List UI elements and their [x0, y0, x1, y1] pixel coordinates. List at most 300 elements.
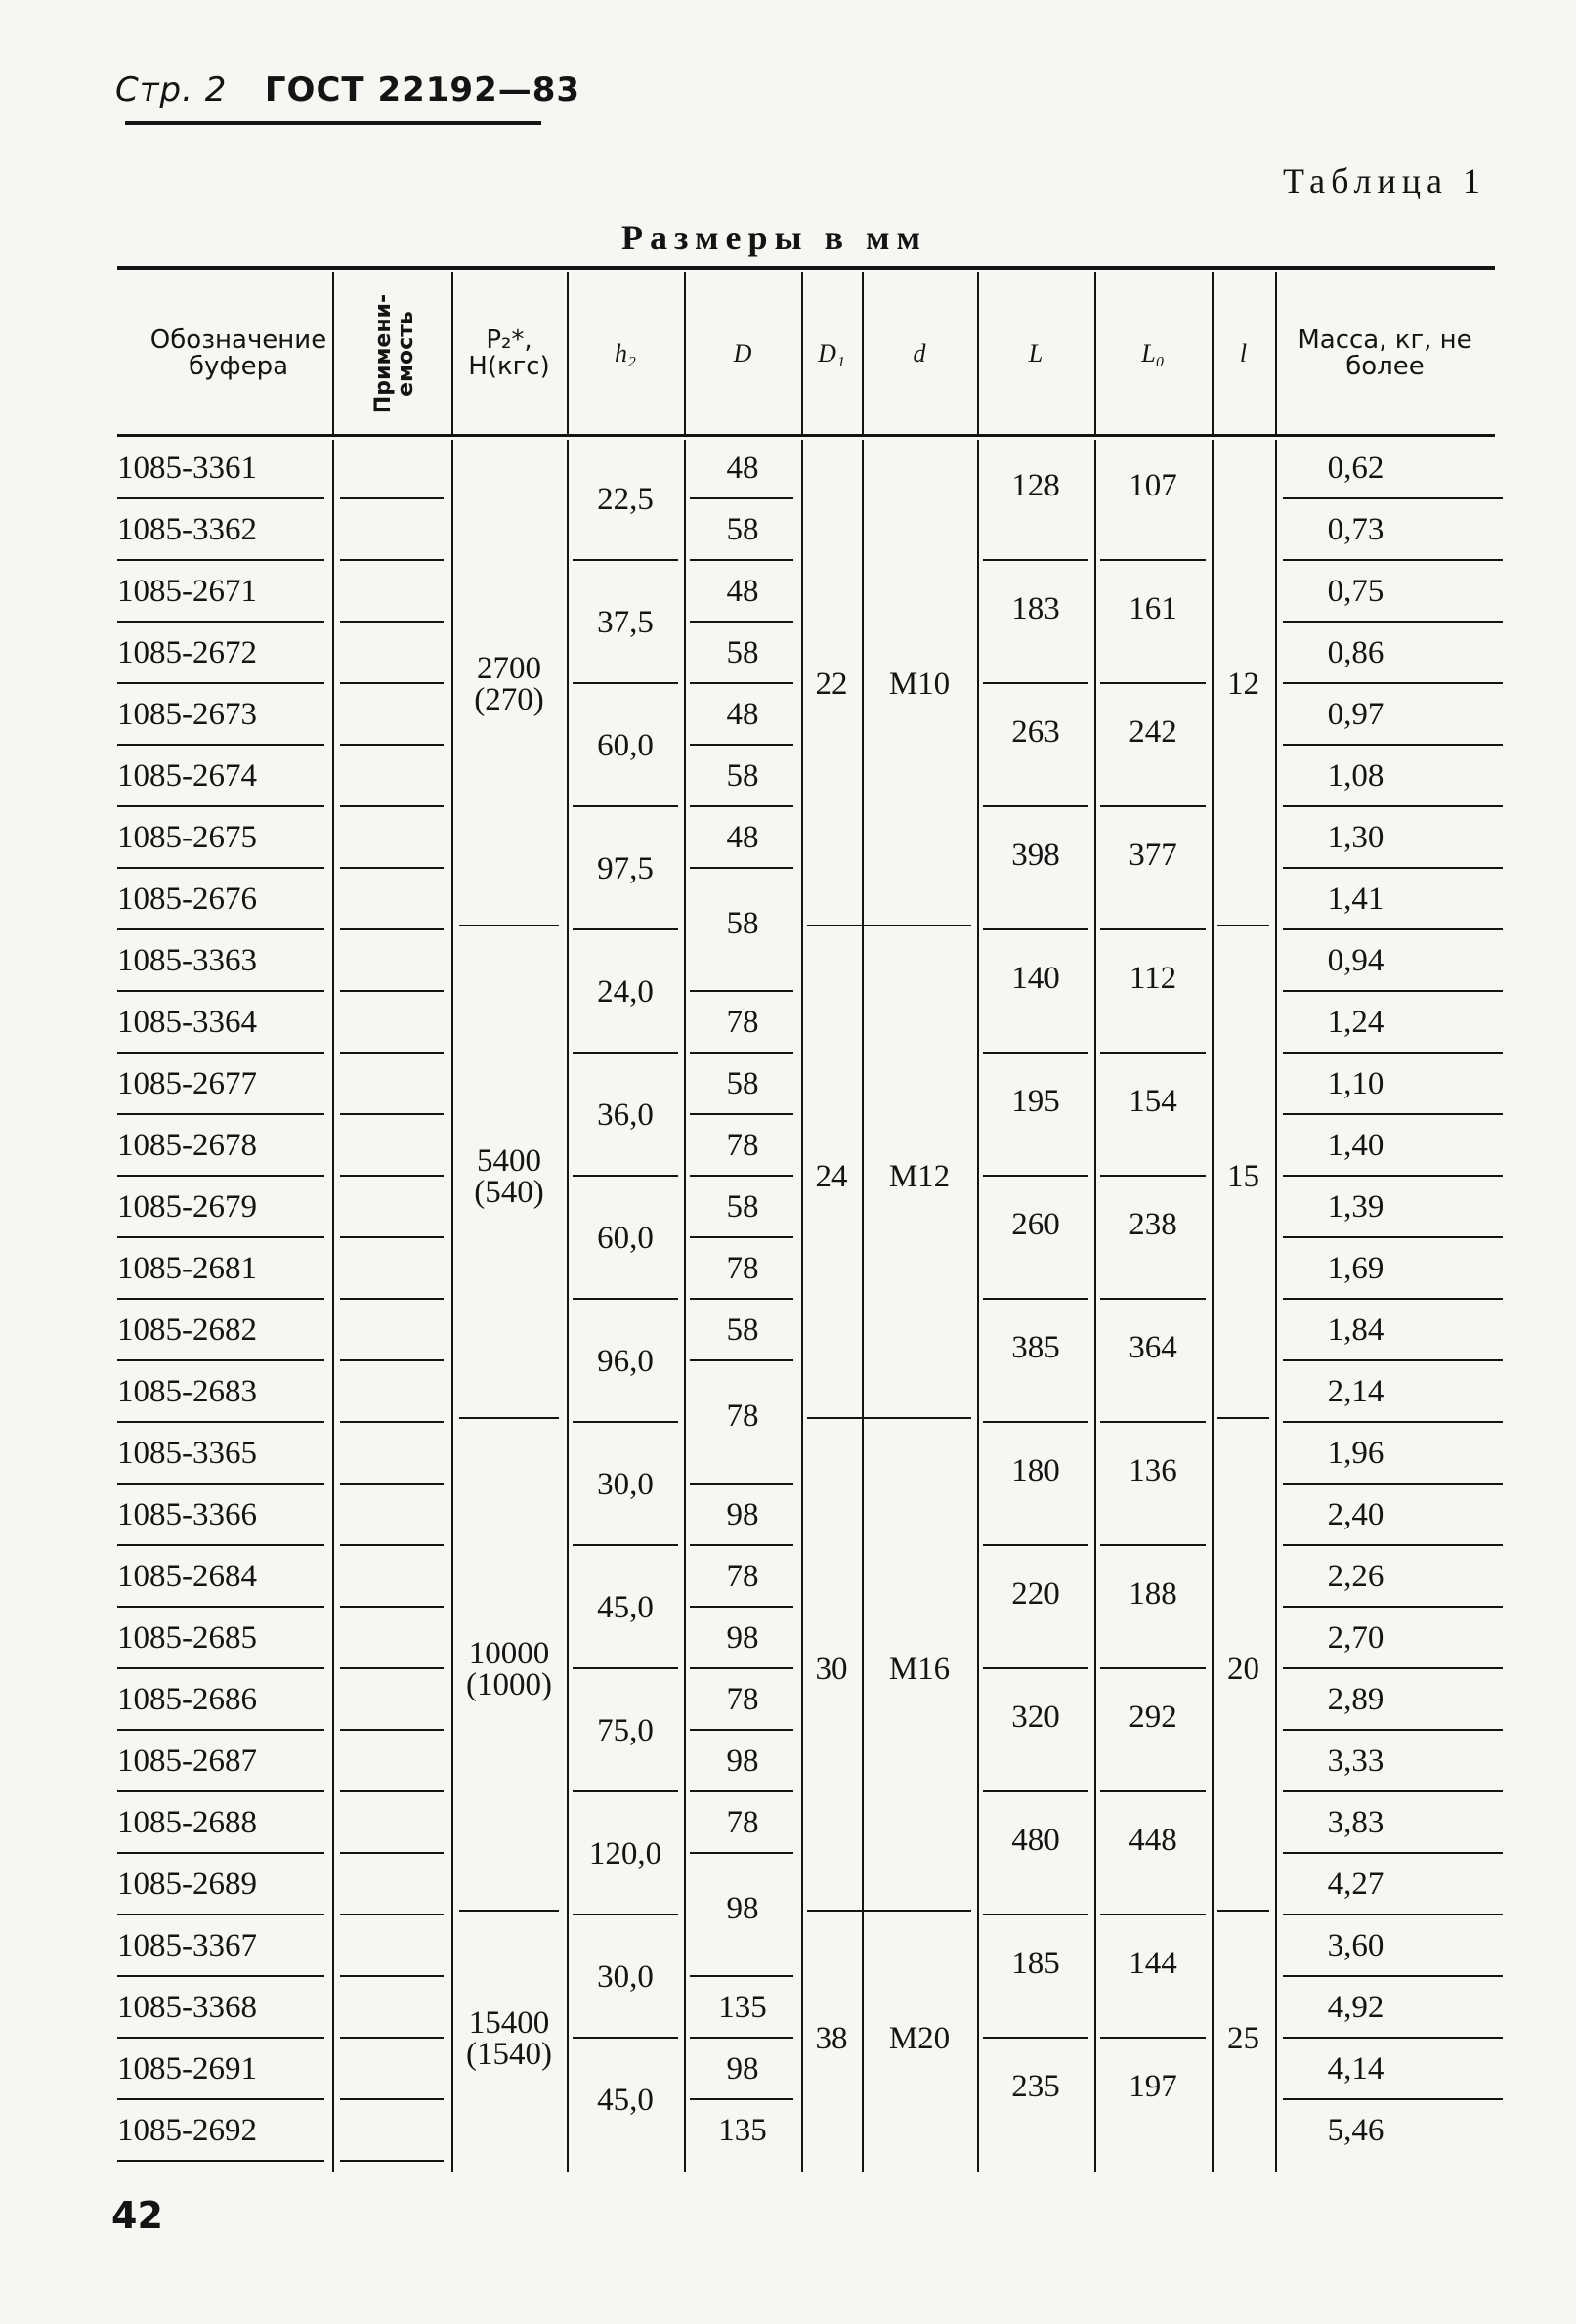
- row-rule-D: [690, 1175, 793, 1177]
- row-rule-designation: [117, 2160, 324, 2162]
- designation-cell: 1085-2677: [117, 1066, 257, 1101]
- designation-cell: 1085-2673: [117, 697, 257, 732]
- row-rule-D: [690, 1298, 793, 1300]
- row-rule-L0: [1100, 1175, 1206, 1177]
- D-cell: 78: [726, 1128, 759, 1163]
- row-rule-mass: [1283, 497, 1503, 499]
- row-rule-mass: [1283, 867, 1503, 869]
- header-p2: P₂*, Н(кгс): [468, 324, 550, 381]
- row-rule-applicability: [340, 682, 444, 684]
- row-rule-L0: [1100, 1298, 1206, 1300]
- designation-cell: 1085-3367: [117, 1928, 257, 1963]
- row-rule-mass: [1283, 2098, 1503, 2100]
- row-rule-designation: [117, 990, 324, 992]
- row-rule-h2: [573, 1667, 678, 1669]
- L-cell: 195: [1011, 1083, 1060, 1119]
- row-rule-mass: [1283, 1052, 1503, 1054]
- row-rule-designation: [117, 621, 324, 623]
- row-rule-L0: [1100, 1544, 1206, 1546]
- L0-cell: 136: [1129, 1452, 1177, 1488]
- row-rule-h2: [573, 1298, 678, 1300]
- group-rule-l: [1217, 925, 1269, 926]
- row-rule-h2: [573, 805, 678, 807]
- mass-cell: 0,86: [1327, 635, 1384, 670]
- designation-cell: 1085-2692: [117, 2113, 257, 2148]
- row-rule-designation: [117, 682, 324, 684]
- header-designation: Обозначение буфера: [149, 324, 327, 381]
- row-rule-designation: [117, 1236, 324, 1238]
- L0-cell: 161: [1129, 590, 1177, 626]
- L0-cell: 364: [1129, 1329, 1177, 1365]
- row-rule-L: [983, 2037, 1088, 2039]
- mass-cell: 4,14: [1327, 2051, 1384, 2087]
- table-top-rule: [117, 266, 1495, 270]
- L0-cell: 238: [1129, 1206, 1177, 1242]
- mass-cell: 3,33: [1327, 1743, 1384, 1779]
- row-rule-applicability: [340, 1606, 444, 1608]
- column-separator: [1094, 440, 1096, 2172]
- p2-kgf-value: (270): [474, 681, 544, 717]
- row-rule-applicability: [340, 1483, 444, 1485]
- group-rule-d: [807, 925, 971, 926]
- D-cell: 48: [726, 574, 759, 609]
- mass-cell: 5,46: [1327, 2113, 1384, 2148]
- header-D: D: [733, 339, 752, 368]
- L-cell: 260: [1011, 1206, 1060, 1242]
- header-d: d: [913, 339, 926, 368]
- group-rule-d: [807, 1910, 971, 1912]
- L-cell: 320: [1011, 1699, 1060, 1735]
- D1-value: 24: [815, 1158, 848, 1194]
- L0-cell: 188: [1129, 1575, 1177, 1612]
- L-cell: 128: [1011, 467, 1060, 503]
- row-rule-L0: [1100, 559, 1206, 561]
- h2-cell: 22,5: [597, 481, 654, 517]
- units-caption: Размеры в мм: [621, 218, 928, 257]
- row-rule-D: [690, 1052, 793, 1054]
- row-rule-L0: [1100, 1052, 1206, 1054]
- h2-cell: 45,0: [597, 1589, 654, 1625]
- row-rule-h2: [573, 1421, 678, 1423]
- designation-cell: 1085-2679: [117, 1189, 257, 1225]
- row-rule-applicability: [340, 1852, 444, 1854]
- row-rule-applicability: [340, 2160, 444, 2162]
- row-rule-L: [983, 1667, 1088, 1669]
- row-rule-applicability: [340, 1298, 444, 1300]
- row-rule-L: [983, 1790, 1088, 1792]
- row-rule-D: [690, 1790, 793, 1792]
- h2-cell: 97,5: [597, 850, 654, 886]
- mass-cell: 1,39: [1327, 1189, 1384, 1225]
- designation-cell: 1085-2684: [117, 1559, 257, 1594]
- row-rule-designation: [117, 559, 324, 561]
- D-cell: 78: [726, 1805, 759, 1840]
- d-value: M12: [888, 1158, 951, 1194]
- D1-value: 22: [815, 666, 848, 702]
- column-separator: [977, 440, 979, 2172]
- L-cell: 180: [1011, 1452, 1060, 1488]
- row-rule-mass: [1283, 1790, 1503, 1792]
- designation-cell: 1085-2682: [117, 1313, 257, 1348]
- D1-value: 38: [815, 2020, 848, 2056]
- row-rule-D: [690, 1359, 793, 1361]
- designation-cell: 1085-2685: [117, 1620, 257, 1656]
- l-value: 25: [1227, 2020, 1259, 2056]
- d-value: M10: [888, 666, 951, 702]
- row-rule-applicability: [340, 1667, 444, 1669]
- D-cell: 58: [726, 1189, 759, 1225]
- h2-cell: 96,0: [597, 1343, 654, 1379]
- h2-cell: 120,0: [588, 1835, 662, 1872]
- mass-cell: 1,24: [1327, 1005, 1384, 1040]
- designation-cell: 1085-3363: [117, 943, 257, 978]
- row-rule-mass: [1283, 1175, 1503, 1177]
- row-rule-D: [690, 621, 793, 623]
- mass-cell: 4,92: [1327, 1990, 1384, 2025]
- row-rule-L0: [1100, 2037, 1206, 2039]
- row-rule-mass: [1283, 1298, 1503, 1300]
- row-rule-applicability: [340, 867, 444, 869]
- row-rule-designation: [117, 1667, 324, 1669]
- row-rule-D: [690, 744, 793, 746]
- row-rule-L0: [1100, 805, 1206, 807]
- column-separator: [567, 440, 569, 2172]
- designation-cell: 1085-3362: [117, 512, 257, 547]
- mass-cell: 2,70: [1327, 1620, 1384, 1656]
- D-cell: 58: [726, 635, 759, 670]
- row-rule-D: [690, 1975, 793, 1977]
- row-rule-designation: [117, 1298, 324, 1300]
- row-rule-designation: [117, 744, 324, 746]
- header-bottom-rule: [117, 434, 1495, 437]
- designation-cell: 1085-2687: [117, 1743, 257, 1779]
- row-rule-applicability: [340, 1052, 444, 1054]
- row-rule-designation: [117, 1113, 324, 1115]
- mass-cell: 0,75: [1327, 574, 1384, 609]
- row-rule-designation: [117, 2037, 324, 2039]
- mass-cell: 1,40: [1327, 1128, 1384, 1163]
- row-rule-mass: [1283, 1113, 1503, 1115]
- row-rule-mass: [1283, 1914, 1503, 1915]
- row-rule-h2: [573, 928, 678, 930]
- row-rule-designation: [117, 867, 324, 869]
- L0-cell: 242: [1129, 713, 1177, 750]
- row-rule-L: [983, 1298, 1088, 1300]
- row-rule-applicability: [340, 744, 444, 746]
- L-cell: 183: [1011, 590, 1060, 626]
- l-value: 15: [1227, 1158, 1259, 1194]
- designation-cell: 1085-2691: [117, 2051, 257, 2087]
- p2-value: 15400: [468, 2004, 550, 2041]
- row-rule-designation: [117, 1852, 324, 1854]
- row-rule-h2: [573, 2037, 678, 2039]
- row-rule-mass: [1283, 1483, 1503, 1485]
- row-rule-L: [983, 559, 1088, 561]
- row-rule-applicability: [340, 1236, 444, 1238]
- designation-cell: 1085-2683: [117, 1374, 257, 1409]
- D-cell: 58: [726, 1066, 759, 1101]
- header-applicability: Примени-емость: [371, 293, 419, 414]
- p2-kgf-value: (1540): [466, 2036, 552, 2072]
- row-rule-L0: [1100, 682, 1206, 684]
- row-rule-L0: [1100, 1667, 1206, 1669]
- row-rule-applicability: [340, 2037, 444, 2039]
- h2-cell: 75,0: [597, 1712, 654, 1748]
- L-cell: 385: [1011, 1329, 1060, 1365]
- D-cell: 48: [726, 451, 759, 486]
- mass-cell: 2,89: [1327, 1682, 1384, 1717]
- row-rule-applicability: [340, 1729, 444, 1731]
- header-l: l: [1239, 339, 1248, 368]
- group-rule-d: [807, 1417, 971, 1419]
- designation-cell: 1085-2686: [117, 1682, 257, 1717]
- group-rule-l: [1217, 1910, 1269, 1912]
- row-rule-h2: [573, 682, 678, 684]
- designation-cell: 1085-2681: [117, 1251, 257, 1286]
- row-rule-D: [690, 990, 793, 992]
- row-rule-designation: [117, 1483, 324, 1485]
- row-rule-mass: [1283, 1852, 1503, 1854]
- row-rule-applicability: [340, 805, 444, 807]
- L-cell: 398: [1011, 837, 1060, 873]
- row-rule-mass: [1283, 621, 1503, 623]
- d-value: M20: [888, 2020, 951, 2056]
- mass-cell: 4,27: [1327, 1867, 1384, 1902]
- L0-cell: 154: [1129, 1083, 1177, 1119]
- row-rule-mass: [1283, 928, 1503, 930]
- D-cell: 48: [726, 820, 759, 855]
- row-rule-designation: [117, 1359, 324, 1361]
- mass-cell: 1,96: [1327, 1436, 1384, 1471]
- D-cell: 98: [726, 1497, 759, 1532]
- row-rule-mass: [1283, 1729, 1503, 1731]
- D-cell: 78: [726, 1399, 759, 1435]
- D-cell: 135: [718, 1990, 767, 2025]
- h2-cell: 45,0: [597, 2082, 654, 2118]
- row-rule-L: [983, 1914, 1088, 1915]
- row-rule-L0: [1100, 1421, 1206, 1423]
- D-cell: 78: [726, 1559, 759, 1594]
- designation-cell: 1085-2688: [117, 1805, 257, 1840]
- D-cell: 78: [726, 1251, 759, 1286]
- L-cell: 185: [1011, 1945, 1060, 1981]
- row-rule-designation: [117, 1421, 324, 1423]
- L0-cell: 144: [1129, 1945, 1177, 1981]
- row-rule-h2: [573, 1790, 678, 1792]
- row-rule-applicability: [340, 621, 444, 623]
- L0-cell: 107: [1129, 467, 1177, 503]
- table-number: Таблица 1: [1283, 161, 1486, 200]
- row-rule-mass: [1283, 2037, 1503, 2039]
- row-rule-mass: [1283, 1359, 1503, 1361]
- h2-cell: 60,0: [597, 1220, 654, 1256]
- row-rule-designation: [117, 497, 324, 499]
- D-cell: 78: [726, 1682, 759, 1717]
- row-rule-mass: [1283, 744, 1503, 746]
- h2-cell: 37,5: [597, 604, 654, 640]
- D-cell: 58: [726, 758, 759, 794]
- row-rule-L: [983, 1052, 1088, 1054]
- designation-cell: 1085-2672: [117, 635, 257, 670]
- row-rule-L: [983, 1421, 1088, 1423]
- l-value: 12: [1227, 666, 1259, 702]
- row-rule-D: [690, 682, 793, 684]
- row-rule-L: [983, 1544, 1088, 1546]
- L-cell: 235: [1011, 2068, 1060, 2104]
- mass-cell: 1,69: [1327, 1251, 1384, 1286]
- mass-cell: 0,97: [1327, 697, 1384, 732]
- row-rule-D: [690, 1236, 793, 1238]
- p2-value: 10000: [468, 1635, 550, 1671]
- h2-cell: 30,0: [597, 1958, 654, 1995]
- row-rule-h2: [573, 1544, 678, 1546]
- L0-cell: 197: [1129, 2068, 1177, 2104]
- row-rule-applicability: [340, 1975, 444, 1977]
- group-rule-p2: [459, 1417, 559, 1419]
- row-rule-D: [690, 497, 793, 499]
- D-cell: 135: [718, 2113, 767, 2148]
- designation-cell: 1085-2671: [117, 574, 257, 609]
- column-separator: [332, 440, 334, 2172]
- header-L0: L₀: [1141, 339, 1165, 368]
- row-rule-h2: [573, 559, 678, 561]
- row-rule-designation: [117, 2098, 324, 2100]
- mass-cell: 1,30: [1327, 820, 1384, 855]
- group-rule-l: [1217, 1417, 1269, 1419]
- row-rule-designation: [117, 1544, 324, 1546]
- row-rule-D: [690, 1606, 793, 1608]
- mass-cell: 1,10: [1327, 1066, 1384, 1101]
- row-rule-L: [983, 805, 1088, 807]
- row-rule-D: [690, 559, 793, 561]
- group-rule-p2: [459, 925, 559, 926]
- row-rule-mass: [1283, 1421, 1503, 1423]
- row-rule-D: [690, 2098, 793, 2100]
- D-cell: 98: [726, 2051, 759, 2087]
- D-cell: 58: [726, 1313, 759, 1348]
- row-rule-L0: [1100, 1914, 1206, 1915]
- row-rule-h2: [573, 1914, 678, 1915]
- L0-cell: 448: [1129, 1822, 1177, 1858]
- row-rule-L0: [1100, 928, 1206, 930]
- page-number: 42: [111, 2194, 163, 2237]
- mass-cell: 2,40: [1327, 1497, 1384, 1532]
- D-cell: 58: [726, 512, 759, 547]
- mass-cell: 2,14: [1327, 1374, 1384, 1409]
- designation-cell: 1085-2675: [117, 820, 257, 855]
- row-rule-mass: [1283, 1236, 1503, 1238]
- mass-cell: 3,60: [1327, 1928, 1384, 1963]
- designation-cell: 1085-3361: [117, 451, 257, 486]
- row-rule-designation: [117, 928, 324, 930]
- mass-cell: 1,08: [1327, 758, 1384, 794]
- row-rule-mass: [1283, 682, 1503, 684]
- D1-value: 30: [815, 1651, 848, 1687]
- row-rule-applicability: [340, 497, 444, 499]
- row-rule-designation: [117, 1052, 324, 1054]
- designation-cell: 1085-3364: [117, 1005, 257, 1040]
- row-rule-applicability: [340, 1914, 444, 1915]
- h2-cell: 24,0: [597, 973, 654, 1010]
- designation-cell: 1085-2676: [117, 882, 257, 917]
- row-rule-designation: [117, 1790, 324, 1792]
- L0-cell: 377: [1129, 837, 1177, 873]
- d-value: M16: [888, 1651, 951, 1687]
- row-rule-D: [690, 805, 793, 807]
- mass-cell: 1,41: [1327, 882, 1384, 917]
- mass-cell: 0,62: [1327, 451, 1384, 486]
- row-rule-mass: [1283, 990, 1503, 992]
- row-rule-mass: [1283, 1606, 1503, 1608]
- L-cell: 263: [1011, 713, 1060, 750]
- D-cell: 98: [726, 1891, 759, 1927]
- header-mass: Масса, кг, не более: [1298, 324, 1472, 381]
- row-rule-L0: [1100, 1790, 1206, 1792]
- p2-kgf-value: (1000): [466, 1666, 552, 1702]
- header-D1: D₁: [818, 339, 845, 368]
- header-h2: h₂: [614, 339, 637, 368]
- mass-cell: 2,26: [1327, 1559, 1384, 1594]
- L-cell: 220: [1011, 1575, 1060, 1612]
- row-rule-D: [690, 1544, 793, 1546]
- row-rule-designation: [117, 1175, 324, 1177]
- row-rule-mass: [1283, 805, 1503, 807]
- h2-cell: 30,0: [597, 1466, 654, 1502]
- row-rule-L: [983, 1175, 1088, 1177]
- row-rule-L: [983, 682, 1088, 684]
- row-rule-applicability: [340, 1359, 444, 1361]
- mass-cell: 0,94: [1327, 943, 1384, 978]
- L0-cell: 112: [1129, 960, 1177, 996]
- mass-cell: 1,84: [1327, 1313, 1384, 1348]
- designation-cell: 1085-2674: [117, 758, 257, 794]
- group-rule-p2: [459, 1910, 559, 1912]
- row-rule-mass: [1283, 1544, 1503, 1546]
- D-cell: 98: [726, 1620, 759, 1656]
- row-rule-h2: [573, 1052, 678, 1054]
- row-rule-applicability: [340, 1421, 444, 1423]
- row-rule-mass: [1283, 1975, 1503, 1977]
- row-rule-mass: [1283, 559, 1503, 561]
- row-rule-D: [690, 1667, 793, 1669]
- L-cell: 140: [1011, 960, 1060, 996]
- row-rule-D: [690, 1852, 793, 1854]
- mass-cell: 3,83: [1327, 1805, 1384, 1840]
- p2-value: 5400: [477, 1142, 541, 1179]
- row-rule-designation: [117, 1975, 324, 1977]
- mass-cell: 0,73: [1327, 512, 1384, 547]
- row-rule-applicability: [340, 928, 444, 930]
- row-rule-designation: [117, 805, 324, 807]
- row-rule-applicability: [340, 1175, 444, 1177]
- designation-cell: 1085-3365: [117, 1436, 257, 1471]
- row-rule-D: [690, 1483, 793, 1485]
- row-rule-designation: [117, 1729, 324, 1731]
- row-rule-D: [690, 1729, 793, 1731]
- l-value: 20: [1227, 1651, 1259, 1687]
- h2-cell: 36,0: [597, 1097, 654, 1133]
- L-cell: 480: [1011, 1822, 1060, 1858]
- designation-cell: 1085-2678: [117, 1128, 257, 1163]
- row-rule-applicability: [340, 559, 444, 561]
- h2-cell: 60,0: [597, 727, 654, 763]
- row-rule-applicability: [340, 1790, 444, 1792]
- row-rule-applicability: [340, 2098, 444, 2100]
- row-rule-L: [983, 928, 1088, 930]
- standard-code: ГОСТ 22192—83: [264, 70, 581, 109]
- row-rule-D: [690, 2037, 793, 2039]
- row-rule-applicability: [340, 1113, 444, 1115]
